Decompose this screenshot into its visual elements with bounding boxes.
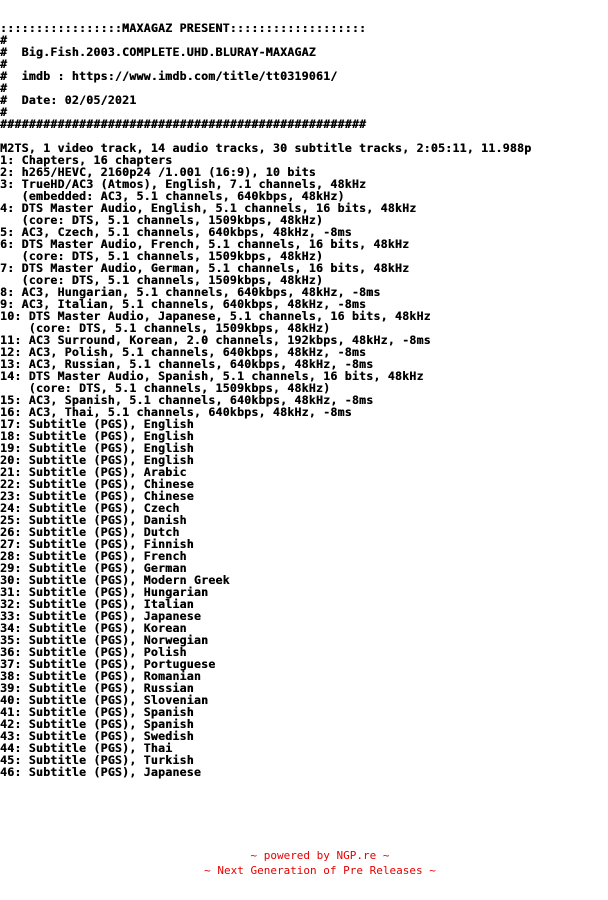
nfo-line: 34: Subtitle (PGS), Korean <box>0 621 187 635</box>
nfo-line: # Big.Fish.2003.COMPLETE.UHD.BLURAY-MAXAGAZ <box>0 45 316 59</box>
nfo-line: 7: DTS Master Audio, German, 5.1 channels, 16 bits, 48kHz <box>0 261 410 275</box>
nfo-line: 4: DTS Master Audio, English, 5.1 channels, 16 bits, 48kHz <box>0 201 417 215</box>
nfo-line: 23: Subtitle (PGS), Chinese <box>0 489 194 503</box>
nfo-line: 44: Subtitle (PGS), Thai <box>0 741 173 755</box>
nfo-line: 24: Subtitle (PGS), Czech <box>0 501 180 515</box>
nfo-line: # Date: 02/05/2021 <box>0 93 137 107</box>
nfo-line: 22: Subtitle (PGS), Chinese <box>0 477 194 491</box>
nfo-line: # <box>0 81 8 95</box>
nfo-line: 46: Subtitle (PGS), Japanese <box>0 765 202 779</box>
nfo-line: 33: Subtitle (PGS), Japanese <box>0 609 202 623</box>
nfo-line: (core: DTS, 5.1 channels, 1509kbps, 48kHz) <box>0 213 324 227</box>
nfo-line: 43: Subtitle (PGS), Swedish <box>0 729 194 743</box>
nfo-line: (core: DTS, 5.1 channels, 1509kbps, 48kHz) <box>0 273 324 287</box>
nfo-line: ################################################### <box>0 117 367 131</box>
nfo-line: (core: DTS, 5.1 channels, 1509kbps, 48kHz) <box>0 249 324 263</box>
nfo-line: # imdb : https://www.imdb.com/title/tt0319061/ <box>0 69 338 83</box>
nfo-text-block <box>0 22 608 782</box>
nfo-line: # <box>0 33 8 47</box>
nfo-line: 40: Subtitle (PGS), Slovenian <box>0 693 209 707</box>
nfo-line: 31: Subtitle (PGS), Hungarian <box>0 585 209 599</box>
footer <box>0 848 608 878</box>
nfo-line: 35: Subtitle (PGS), Norwegian <box>0 633 209 647</box>
nfo-line: # <box>0 105 8 119</box>
nfo-line: 16: AC3, Thai, 5.1 channels, 640kbps, 48kHz, -8ms <box>0 405 352 419</box>
nfo-line: 12: AC3, Polish, 5.1 channels, 640kbps, 48kHz, -8ms <box>0 345 367 359</box>
nfo-line: 21: Subtitle (PGS), Arabic <box>0 465 187 479</box>
nfo-line: 8: AC3, Hungarian, 5.1 channels, 640kbps, 48kHz, -8ms <box>0 285 381 299</box>
nfo-line: 30: Subtitle (PGS), Modern Greek <box>0 573 230 587</box>
footer-powered-by: ~ powered by NGP.re ~ <box>250 849 390 862</box>
nfo-line: 17: Subtitle (PGS), English <box>0 417 194 431</box>
nfo-line: 27: Subtitle (PGS), Finnish <box>0 537 194 551</box>
nfo-line: 36: Subtitle (PGS), Polish <box>0 645 187 659</box>
nfo-line: 5: AC3, Czech, 5.1 channels, 640kbps, 48kHz, -8ms <box>0 225 352 239</box>
nfo-line: 10: DTS Master Audio, Japanese, 5.1 channels, 16 bits, 48kHz <box>0 309 431 323</box>
nfo-line: 20: Subtitle (PGS), English <box>0 453 194 467</box>
nfo-line: 13: AC3, Russian, 5.1 channels, 640kbps, 48kHz, -8ms <box>0 357 374 371</box>
nfo-line: (embedded: AC3, 5.1 channels, 640kbps, 48kHz) <box>0 189 345 203</box>
nfo-line: 15: AC3, Spanish, 5.1 channels, 640kbps, 48kHz, -8ms <box>0 393 374 407</box>
nfo-line: 32: Subtitle (PGS), Italian <box>0 597 194 611</box>
nfo-line: 6: DTS Master Audio, French, 5.1 channels, 16 bits, 48kHz <box>0 237 410 251</box>
nfo-line: 9: AC3, Italian, 5.1 channels, 640kbps, 48kHz, -8ms <box>0 297 367 311</box>
nfo-line: 38: Subtitle (PGS), Romanian <box>0 669 202 683</box>
nfo-line: 3: TrueHD/AC3 (Atmos), English, 7.1 channels, 48kHz <box>0 177 367 191</box>
nfo-line: 29: Subtitle (PGS), German <box>0 561 187 575</box>
nfo-line: 2: h265/HEVC, 2160p24 /1.001 (16:9), 10 bits <box>0 165 316 179</box>
nfo-line: 37: Subtitle (PGS), Portuguese <box>0 657 216 671</box>
nfo-line: 28: Subtitle (PGS), French <box>0 549 187 563</box>
nfo-line: 19: Subtitle (PGS), English <box>0 441 194 455</box>
footer-tagline: ~ Next Generation of Pre Releases ~ <box>204 864 436 877</box>
nfo-line: M2TS, 1 video track, 14 audio tracks, 30 subtitle tracks, 2:05:11, 11.988p <box>0 141 532 155</box>
nfo-line: 45: Subtitle (PGS), Turkish <box>0 753 194 767</box>
nfo-line: # <box>0 57 8 71</box>
nfo-line: 18: Subtitle (PGS), English <box>0 429 194 443</box>
nfo-line: :::::::::::::::::MAXAGAZ PRESENT::::::::::::::::::: <box>0 22 367 35</box>
nfo-line: (core: DTS, 5.1 channels, 1509kbps, 48kHz) <box>0 381 331 395</box>
nfo-line: 42: Subtitle (PGS), Spanish <box>0 717 194 731</box>
nfo-line: 14: DTS Master Audio, Spanish, 5.1 channels, 16 bits, 48kHz <box>0 369 424 383</box>
nfo-line: 11: AC3 Surround, Korean, 2.0 channels, 192kbps, 48kHz, -8ms <box>0 333 431 347</box>
nfo-line: 1: Chapters, 16 chapters <box>0 153 173 167</box>
nfo-line: 26: Subtitle (PGS), Dutch <box>0 525 180 539</box>
nfo-line: (core: DTS, 5.1 channels, 1509kbps, 48kHz) <box>0 321 331 335</box>
nfo-line: 25: Subtitle (PGS), Danish <box>0 513 187 527</box>
nfo-line: 41: Subtitle (PGS), Spanish <box>0 705 194 719</box>
nfo-line: 39: Subtitle (PGS), Russian <box>0 681 194 695</box>
